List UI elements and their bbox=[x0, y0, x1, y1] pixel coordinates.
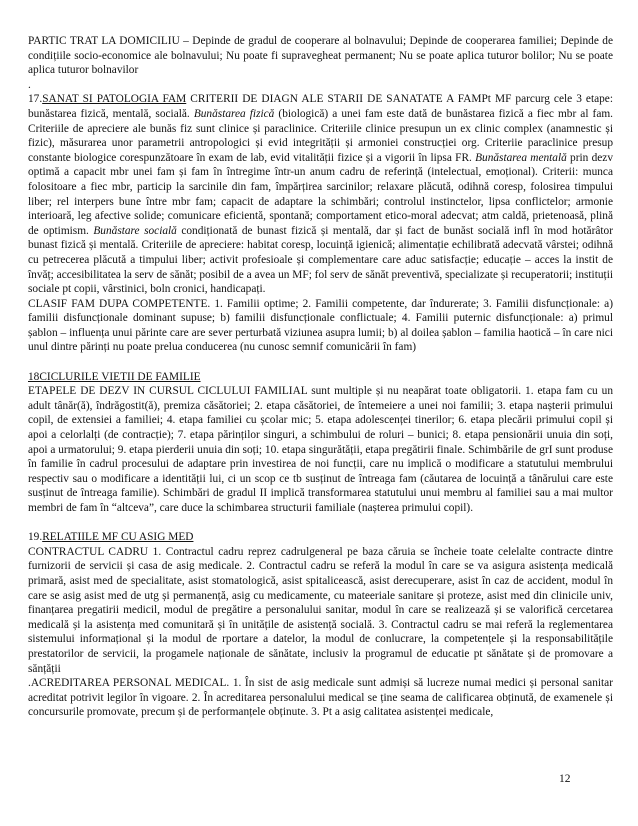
home-treatment-text: PARTIC TRAT LA DOMICILIU – Depinde de gradul de cooperare al bolnavului; Depinde de cooperarea familiei; Depinde de condițiile socio-economice ale bolnavului; Nu poate fi supravegheat permanent; Nu se poate aplica tuturor bolilor; Nu se poate aplica tuturor bolnavilor bbox=[28, 35, 613, 77]
section-17-italic-social: Bunăstare socială bbox=[93, 224, 177, 237]
spacer bbox=[28, 516, 613, 531]
section-17-number: 17. bbox=[28, 93, 43, 106]
section-17-italic-physical: Bunăstarea fizică bbox=[193, 107, 275, 120]
framework-contract-text: CONTRACTUL CADRU 1. Contractul cadru reprez cadrulgeneral pe baza căruia se încheie toate celelalte contracte dintre furnizorii de servicii și casa de asig medicale. 2. Contractul cadru se referă la modul în care se va asigura asistența medicală primară, asist med de specialitate, asist stomatologică, asist spitalicească, asist derecuperare, asist în caz de accident, modul în care se asig asist med de utg și permanență, asig cu medicamente, cu mateeriale sanitare și proteze, asist med din clinicile univ, finanțarea pregatirii medicil, modul de pregătire a personalului sanitar, modul în care se realizează și se valorifică cercetarea medicală și la asistența med comunitară și în unitățile de asistență socială. 3. Contractul cadru se mai referă la reglementarea sistemului informațional și la modul de rportare a datelor, la modul de conlucrare, la competențele și la responsabilitățile prestatorilor de servicii, la progamele naționale de sănătate, inclusiv la programul de educatie pt sănătate și de promovare a sănțății bbox=[28, 545, 613, 675]
home-treatment-paragraph bbox=[28, 34, 613, 78]
section-17-heading: SANAT SI PATOLOGIA FAM bbox=[42, 93, 187, 106]
section-18-heading-line bbox=[28, 370, 613, 385]
section-18-text: ETAPELE DE DEZV IN CURSUL CICLULUI FAMILIAL sunt multiple și nu neapărat toate obligatorii. 1. etapa fam cu un adult tânăr(ă), îndrăgostit(ă), premiza căsătoriei; 2. etapa căsătoriei, de întemeiere a unei noi familii; 3. etapa nașterii primului copil, de extensiei a familiei; 4. etapa familiei cu școlar mic; 5. etapa adolescenței tinerilor; 6. etapa plecării primului copil și apoi a celorlalți (de contracție); 7. etapa părinților singuri, a schimbului de roluri – bunici; 8. etapa pensionării unuia din soți, apoi a urmatorului; 9. etapa pierderii unuia din soți; 10. etapa singurătății, etapa pregătirii finale. Schimbările de grI sunt produse în familie în cadrul procesului de adaptare prin investirea de noi funcții, care nu implică o modificare a statutului membrului respectiv sau o modificare a identității lui, ci un scop ce tb susținut de întreaga fam (căutarea de locuință a tânărului care este susținut de întreaga familie). Schimbări de gradul II implică transformarea statutului unui membru al familiei sau a mai multor membri de fam în “altceva”, care duce la schimbarea structurii familiale (nașterea primului copil). bbox=[28, 385, 613, 514]
section-17-italic-mental: Bunăstarea mentală bbox=[475, 151, 567, 164]
section-17 bbox=[28, 92, 613, 296]
section-19-heading: RELATIILE MF CU ASIG MED bbox=[42, 531, 194, 544]
accreditation-paragraph bbox=[28, 676, 613, 720]
stray-dot: . bbox=[28, 78, 31, 91]
family-classification-text: CLASIF FAM DUPA COMPETENTE. 1. Familii optime; 2. Familii competente, dar îndurerate; 3. Familii disfuncționale: a) familii disfuncționale dominant supuse; b) familii disfuncționale conflictuale; 4. Familii puternic disfuncționale: a) primul șablon – influența unui părinte care are sever perturbată viziunea asupra lumii; b) al doilea șablon – familia haotică – în care nici unul dintre părinți nu poate prelua conducerea (nu cunosc semnif comunicării în fam) bbox=[28, 297, 613, 354]
section-18-paragraph bbox=[28, 384, 613, 515]
section-17-text-2: (biologică) a unei fam este dată de bunăstarea fizică a fiec mbr al fam. Criteriile de apreciere ale bunăs fiz sunt clinice și paraclinice. Criteriile clinice presupun un ex clinic complex (anamnestic și fizic), măsurarea unor parametrii antropologici și evid integrității și armoniei construcției org. Criteriie paraclinice presup constante biologice corespunzătoare în exam de lab, evid vitalității fizice și a vigorii în lipsa FR. bbox=[28, 107, 614, 164]
section-18-heading: 18CICLURILE VIETII DE FAMILIE bbox=[28, 370, 201, 383]
framework-contract-paragraph bbox=[28, 545, 613, 676]
section-19-heading-line bbox=[28, 530, 613, 545]
section-17-text-1: CRITERII DE DIAGN ALE STARII DE SANATATE A FAMPt MF parcurg cele 3 etape: bunăstarea fizică, mentală, socială. bbox=[28, 93, 613, 120]
section-17-text-3: prin dezv optimă a capacit mbr unei fam și fam în întregime într-un anum cadru de referință (intelectual, emoțional). Criterii: munca folositoare a fiec mbr, particip la sarcinile din fam, împărțirea sarcinilor; relaxare plăcută, odihnă coresp, folosirea timpului liber; rel interpers bune între mbr fam; capacit de adaptare la schimbări; controlul instinctelor, lipsa conflictelor; armonie interioară, leg afective solide; comunicare eficientă, spontană; comportament etico-moral adecvat; atm caldă, prietenoasă, plină de optimism. bbox=[28, 151, 613, 237]
section-17-text-4: condiționată de bunast fizică și mentală, dar și fact de bunăst socială infl în mod hotărâtor bunast fizică și mentală. Criteriile de apreciere: habitat coresp, locuință igienică; alimentație echilibrată adecvată vârstei; odihnă cu petrecerea plăcută a timpului liber; activit profesioale și complementare care aduc satisfacție; educație – acces la instit de învăț; accesibilitatea la serv de sănăt; posibil de a avea un MF; fol serv de sănăt preventivă, specializate și recuperatorii; instituții sociale pt copii, vârstinici, boln cronici, handicapați. bbox=[28, 224, 613, 296]
family-classification-paragraph bbox=[28, 297, 613, 355]
page-number: 12 bbox=[559, 773, 571, 785]
section-19-number: 19. bbox=[28, 531, 43, 544]
accreditation-text: .ACREDITAREA PERSONAL MEDICAL. 1. În sist de asig medicale sunt admiși să lucreze numai medici și personal sanitar acreditat potrivit legilor în vigoare. 2. În acreditarea personalului medical se ține seama de calificarea obținută, de examenele și concursurile promovate, precum și de performanțele obținute. 3. Pt a asig calitatea asistenței medicale, bbox=[28, 677, 613, 719]
spacer bbox=[28, 355, 613, 370]
